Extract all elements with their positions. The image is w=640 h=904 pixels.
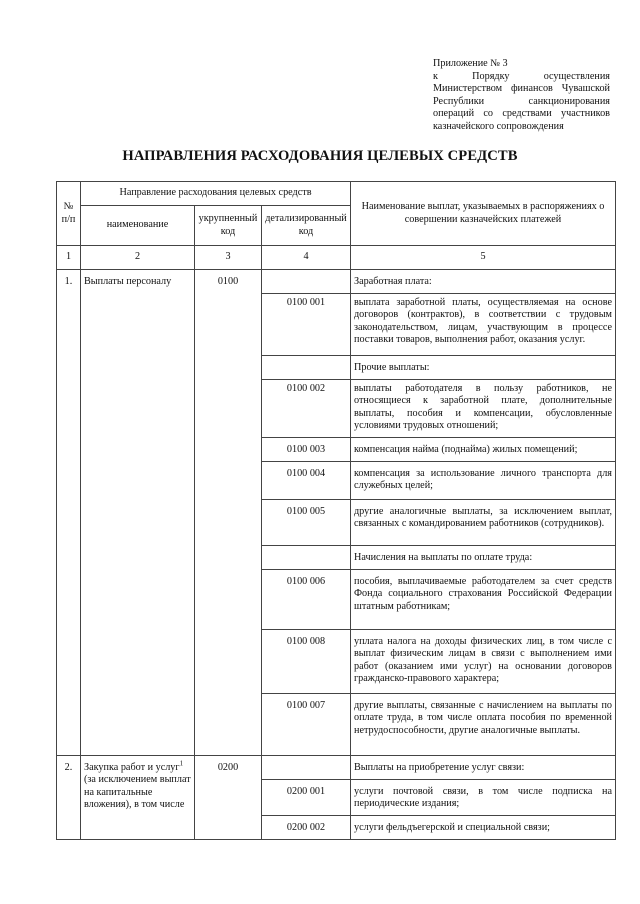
payment-text: другие выплаты, связанные с начислением на выплаты по оплате труда, в том числе оплата пособия по временной нетрудоспособности, другие аналогичные выплаты.: [351, 694, 616, 756]
detail-code: [262, 270, 351, 294]
appendix-line: операций со средствами участников: [433, 108, 610, 119]
column-number: 5: [351, 246, 616, 270]
appendix-line: Министерством финансов Чувашской: [433, 83, 610, 94]
detail-code: 0100 003: [262, 438, 351, 462]
detail-code: [262, 356, 351, 380]
detail-code: 0100 004: [262, 462, 351, 500]
detail-code: 0100 005: [262, 500, 351, 546]
detail-code: 0100 007: [262, 694, 351, 756]
appendix-line: казначейского сопровождения: [433, 120, 564, 132]
payment-text: Начисления на выплаты по оплате труда:: [351, 546, 616, 570]
appendix-line: к Порядку осуществления: [433, 70, 610, 82]
table-row: [57, 270, 616, 294]
column-number-row: [57, 246, 616, 270]
detail-code: [262, 546, 351, 570]
appendix-line: Республики санкционирования: [433, 95, 610, 107]
column-number: 3: [195, 246, 262, 270]
payment-text: выплата заработной платы, осуществляемая на основе договоров (контрактов), в соответствии с трудовым законодательством, лицам, участвующим в процессе поставки товаров, выполнения работ, оказания услуг.: [351, 294, 616, 356]
header-code-det: детализированный код: [262, 206, 351, 246]
header-num: № п/п: [57, 182, 81, 246]
payment-text: компенсация за использование личного транспорта для служебных целей;: [351, 462, 616, 500]
detail-code: 0100 002: [262, 380, 351, 438]
payment-text: другие аналогичные выплаты, за исключением выплат, связанных с командированием работников (сотрудников).: [351, 500, 616, 546]
appendix-note: [433, 58, 610, 133]
direction-name: Выплаты персоналу: [81, 270, 195, 756]
table-row: [57, 756, 616, 780]
payment-text: компенсация найма (поднайма) жилых помещений;: [351, 438, 616, 462]
detail-code: 0100 006: [262, 570, 351, 630]
column-number: 4: [262, 246, 351, 270]
payment-text: Прочие выплаты:: [351, 356, 616, 380]
direction-name: [81, 756, 195, 840]
direction-name-rest: (за исключением выплат на капитальные вложения), в том числе: [84, 774, 191, 811]
header-name: наименование: [81, 206, 195, 246]
page-title: НАПРАВЛЕНИЯ РАСХОДОВАНИЯ ЦЕЛЕВЫХ СРЕДСТВ: [122, 148, 518, 164]
payment-text: услуги почтовой связи, в том числе подписка на периодические издания;: [351, 780, 616, 816]
detail-code: 0200 002: [262, 816, 351, 840]
payment-text: уплата налога на доходы физических лиц, в том числе с выплат физическим лицам в связи с выполнением ими работ (оказанием ими услуг) на основании договоров гражданско-правового характера;: [351, 630, 616, 694]
payment-text: Выплаты на приобретение услуг связи:: [351, 756, 616, 780]
direction-name-main: Закупка работ и услуг: [84, 762, 180, 773]
payment-text: выплаты работодателя в пользу работников, не относящиеся к заработной плате, дополнительные выплаты, пособия и компенсации, обусловленные условиями трудовых отношений;: [351, 380, 616, 438]
footnote-marker: 1: [179, 759, 184, 768]
row-number: 1.: [57, 270, 81, 756]
header-code-big: укрупненный код: [195, 206, 262, 246]
detail-code: [262, 756, 351, 780]
row-number: 2.: [57, 756, 81, 840]
payment-text: пособия, выплачиваемые работодателем за счет средств Фонда социального страхования Российской Федерации штатным работникам;: [351, 570, 616, 630]
detail-code: 0100 008: [262, 630, 351, 694]
header-group: Направление расходования целевых средств: [81, 182, 351, 206]
column-number: 2: [81, 246, 195, 270]
directions-table: [56, 181, 616, 840]
detail-code: 0200 001: [262, 780, 351, 816]
column-number: 1: [57, 246, 81, 270]
detail-code: 0100 001: [262, 294, 351, 356]
header-row: [57, 182, 616, 206]
direction-code: 0200: [195, 756, 262, 840]
direction-code: 0100: [195, 270, 262, 756]
payment-text: услуги фельдъегерской и специальной связи;: [351, 816, 616, 840]
payment-text: Заработная плата:: [351, 270, 616, 294]
header-payments: Наименование выплат, указываемых в распоряжениях о совершении казначейских платежей: [351, 182, 616, 246]
appendix-line: Приложение № 3: [433, 58, 508, 69]
